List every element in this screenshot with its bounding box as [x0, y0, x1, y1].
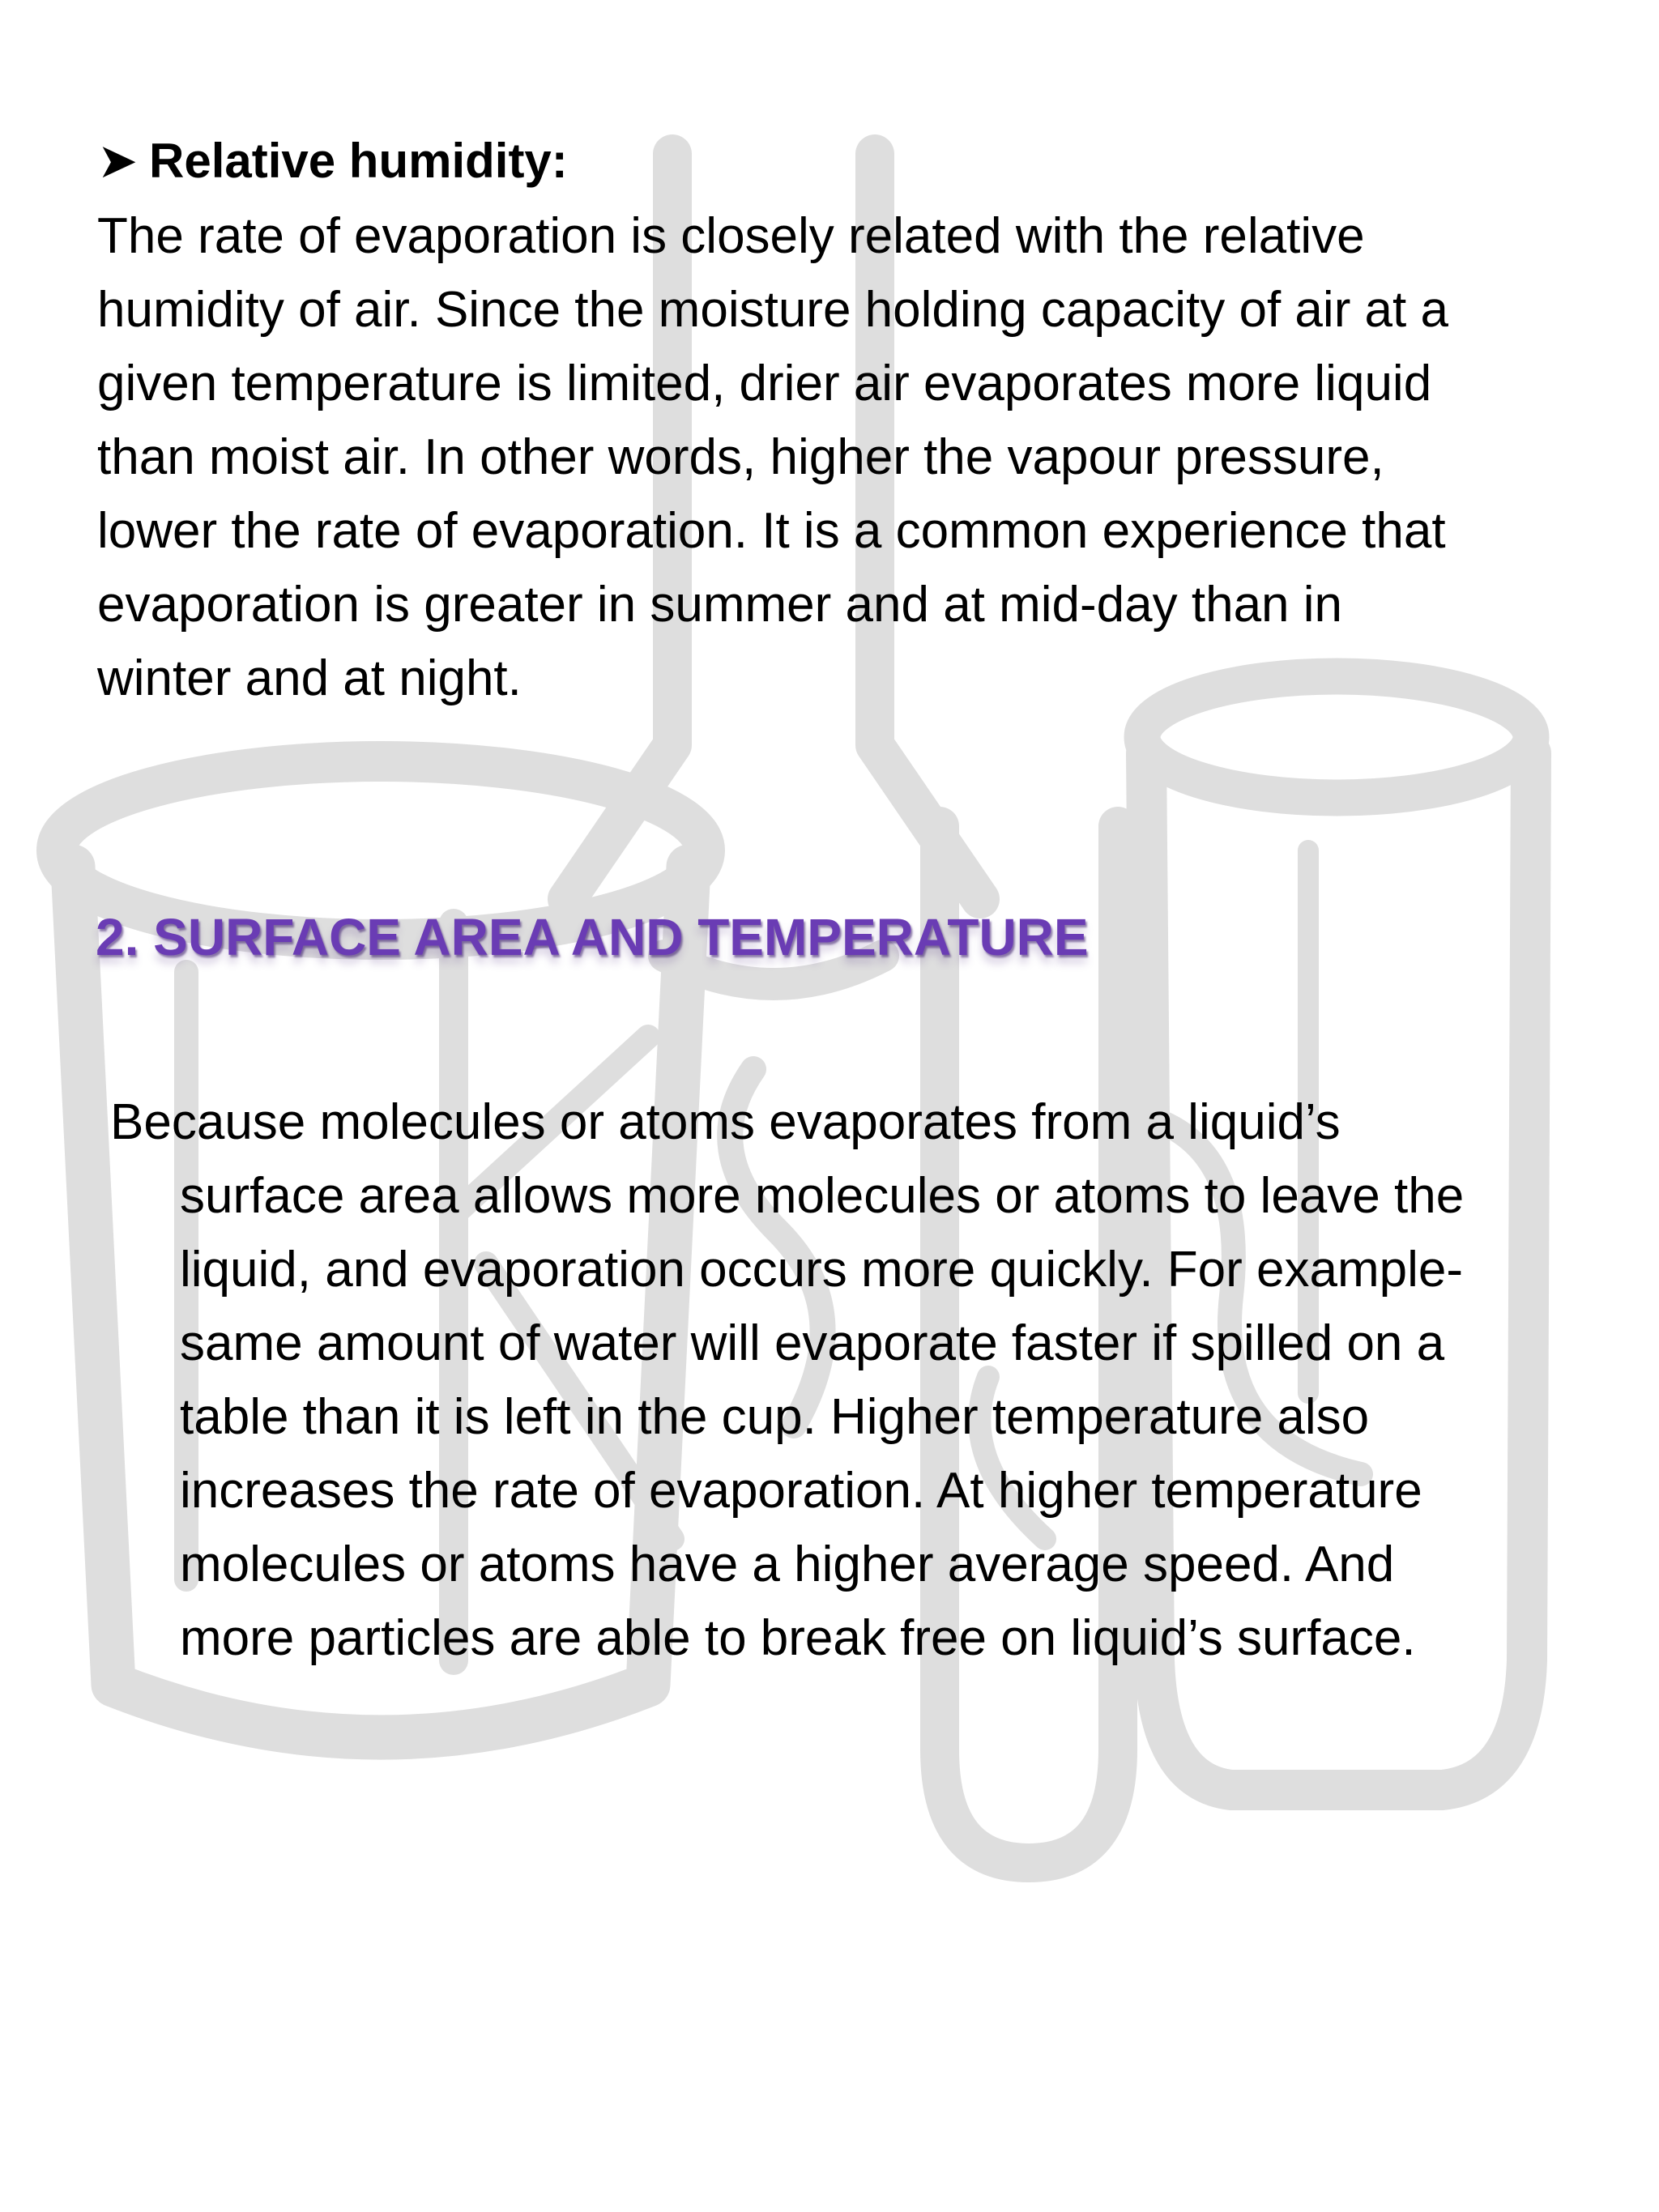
relative-humidity-paragraph: [97, 199, 1636, 715]
paragraph-line: given temperature is limited, drier air evaporates more liquid: [97, 356, 1432, 411]
paragraph-line: same amount of water will evaporate faster if spilled on a: [180, 1315, 1445, 1371]
section-title: 2. SURFACE AREA AND TEMPERATURE: [96, 908, 1089, 966]
paragraph-line: more particles are able to break free on liquid’s surface.: [180, 1610, 1416, 1666]
paragraph-line: than moist air. In other words, higher the vapour pressure,: [97, 429, 1384, 485]
paragraph-line: molecules or atoms have a higher average speed. And: [180, 1536, 1395, 1592]
arrow-bullet-icon: ➤: [97, 134, 139, 188]
relative-humidity-heading: [97, 130, 568, 193]
paragraph-line: Because molecules or atoms evaporates from a liquid’s: [110, 1094, 1341, 1150]
paragraph-line: lower the rate of evaporation. It is a common experience that: [97, 503, 1446, 559]
paragraph-line: surface area allows more molecules or atoms to leave the: [180, 1168, 1465, 1224]
paragraph-line: winter and at night.: [97, 650, 522, 706]
paragraph-line: table than it is left in the cup. Higher temperature also: [180, 1389, 1370, 1445]
paragraph-line: liquid, and evaporation occurs more quickly. For example-: [180, 1242, 1464, 1298]
surface-area-paragraph: [110, 1085, 1633, 1675]
paragraph-line: increases the rate of evaporation. At higher temperature: [180, 1463, 1422, 1519]
relative-humidity-heading-text: Relative humidity:: [149, 134, 568, 188]
paragraph-line: The rate of evaporation is closely related with the relative: [97, 208, 1365, 264]
paragraph-line: humidity of air. Since the moisture holding capacity of air at a: [97, 282, 1448, 338]
paragraph-line: evaporation is greater in summer and at mid-day than in: [97, 577, 1343, 633]
